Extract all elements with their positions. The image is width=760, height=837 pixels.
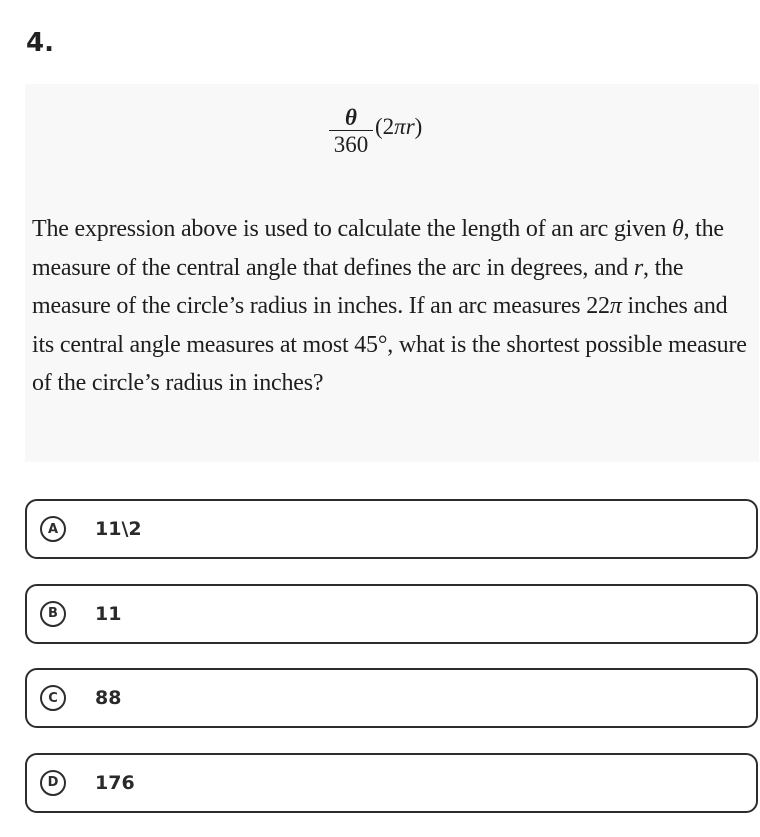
option-a-letter: A xyxy=(40,516,66,542)
question-text xyxy=(32,210,748,403)
option-b-letter: B xyxy=(40,601,66,627)
text-part-2: , the measure of the central angle that defines the arc in degrees, and xyxy=(32,216,724,281)
text-part-1: The expression above is used to calculate the length of an arc given xyxy=(32,216,672,242)
formula-numerator: θ xyxy=(345,105,357,130)
formula-close: ) xyxy=(414,113,423,139)
answer-options xyxy=(25,499,758,837)
text-r: r xyxy=(633,254,643,281)
formula-pi: π xyxy=(394,113,406,139)
formula-expression xyxy=(375,114,422,140)
option-c-text: 88 xyxy=(95,687,122,709)
formula-denominator: 360 xyxy=(333,132,369,157)
option-c-letter: C xyxy=(40,685,66,711)
text-part-5: , what is the shortest possible measure of the circle’s radius in inches? xyxy=(32,331,747,396)
arc-length-formula xyxy=(329,106,422,159)
option-d-text: 176 xyxy=(95,771,135,794)
option-a[interactable] xyxy=(25,499,758,559)
formula-open: (2 xyxy=(375,113,395,139)
option-a-text: 11\2 xyxy=(95,518,142,540)
option-d[interactable] xyxy=(25,753,758,813)
question-number: 4. xyxy=(26,28,54,58)
text-angle: 45° xyxy=(354,331,388,358)
text-pi: π xyxy=(609,293,622,319)
question-image xyxy=(25,84,759,462)
option-b-text: 11 xyxy=(95,602,122,625)
text-theta: θ xyxy=(671,216,684,242)
formula-r: r xyxy=(405,113,415,139)
text-arc-value: 22 xyxy=(586,293,610,319)
text-part-3: , the measure of the circle’s radius in inches. If an arc measures xyxy=(32,254,684,319)
option-c[interactable] xyxy=(25,668,758,728)
option-b[interactable] xyxy=(25,584,758,644)
formula-fraction xyxy=(329,106,373,159)
text-part-4: inches and its central angle measures at most xyxy=(32,293,728,358)
option-d-letter: D xyxy=(40,770,66,796)
